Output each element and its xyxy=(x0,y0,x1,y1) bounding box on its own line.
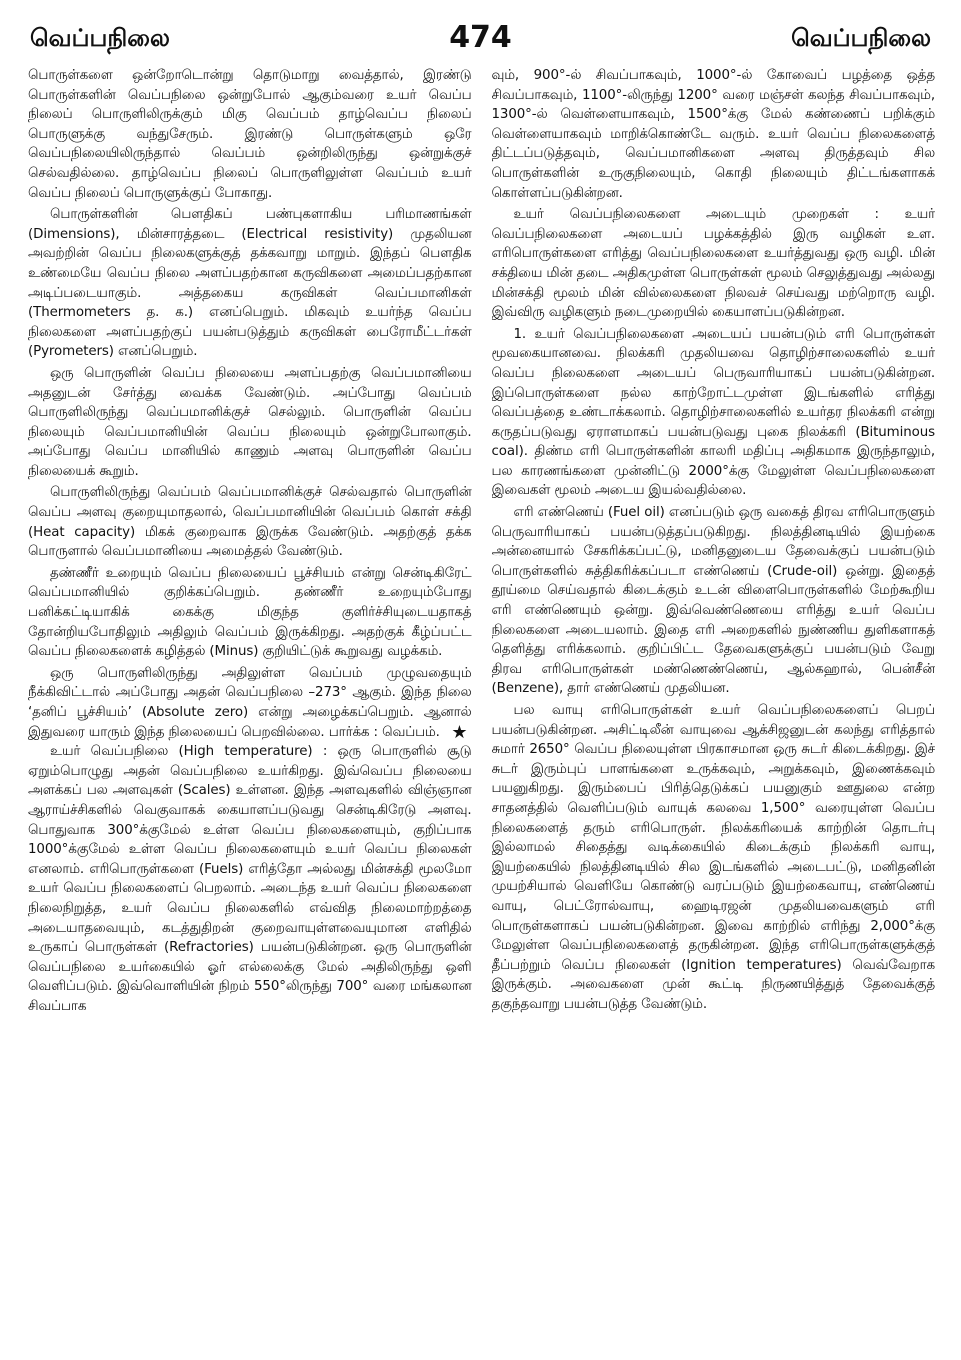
article-end-star: ★ xyxy=(451,722,468,744)
paragraph: வும், 900°-ல் சிவப்பாகவும், 1000°-ல் கோவைப் பழத்தை ஒத்த சிவப்பாகவும், 1100°-லிருந்து 1200° வரை மஞ்சள் கலந்த சிவப்பாகவும், 1300°-ல் வெள்ளையாகவும், 1500°க்கு மேல் கண்ணைப் பறிக்கும் வெள்ளையாகவும் மாறிக்கொண்டே வரும். உயர் வெப்ப நிலைகளைத் திட்டப்படுத்தவும், வெப்பமானிகளை அளவு திருத்தவும் சில பொருள்களின் உருகுநிலையும், கொதி நிலையும் திட்டங்களாகக் கொள்ளப்படுகின்றன. xyxy=(491,68,935,201)
paragraph: 1. உயர் வெப்பநிலைகளை அடையப் பயன்படும் எரி பொருள்கள் மூவகையானவை. நிலக்கரி முதலியவை தொழிற்சாலைகளில் உயர் வெப்ப நிலைகளை அடையப் பெருவாரியாகப் பயன்படுகின்றன. இப்பொருள்களை நல்ல காற்றோட்டமுள்ள இடங்களில் எரித்து வெப்பத்தை உண்டாக்கலாம். தொழிற்சாலைகளில் உயர்தர நிலக்கரி என்று கருதப்படுவது ஏராளமாகப் பயன்படுவது புகை நிலக்கரி (Bituminous coal). திண்ம எரி பொருள்களின் காலரி மதிப்பு அதிகமாக இருந்தாலும், பல காரணங்களை முன்னிட்டு 2000°க்கு மேலுள்ள வெப்பநிலைகளை இவைகள் மூலம் அடைய இயல்வதில்லை. xyxy=(491,326,935,499)
paragraph: எரி எண்ணெய் (Fuel oil) எனப்படும் ஒரு வகைத் திரவ எரிபொருளும் பெருவாரியாகப் பயன்படுத்தப்படுகிறது. நிலத்தினடியில் இயற்கை அன்னையால் சேகரிக்கப்பட்டு, மனிதனுடைய தேவைக்குப் பயன்படும் பொருள்களில் சுத்திகரிக்கப்படா எண்ணெய் (Crude-oil) ஒன்று. இதைத் தூய்மை செய்வதால் கிடைக்கும் உடன் விளைபொருள்களில் மேற்கூறிய எரி எண்ணெயும் ஒன்று. இவ்வெண்ணெயை எரித்து உயர் வெப்ப நிலைகளை அடையலாம். இதை எரி அறைகளில் நுண்ணிய துளிகளாகத் தெளித்து எரிக்கலாம். குறிப்பிட்ட தேவைகளுக்குப் பயன்படும் வேறு திரவ எரிபொருள்கள் மண்ணெண்ணெய், ஆல்கஹால், பென்சீன் (Benzene), தார் எண்ணெய் முதலியன. xyxy=(491,505,935,697)
paragraph: தண்ணீர் உறையும் வெப்ப நிலையைப் பூச்சியம் என்று சென்டிகிரேட் வெப்பமானியில் குறிக்கப்பெறும். தண்ணீர் உறையும்போது பனிக்கட்டியாகிக் கைக்கு மிகுந்த குளிர்ச்சியுடையதாகத் தோன்றியபோதிலும் அதிலும் வெப்பம் இருக்கிறது. அதற்குக் கீழ்ப்பட்ட வெப்ப நிலைகளைக் கழித்தல் (Minus) குறியிட்டுக் கூறுவது வழக்கம். xyxy=(28,565,472,660)
article-heading-paragraph: உயர் வெப்பநிலை (High temperature) : ஒரு பொருளில் சூடு ஏறும்பொழுது அதன் வெப்பநிலை உயர்கிறது. இவ்வெப்ப நிலையை அளக்கப் பல அளவுகள் (Scales) உள்ளன. இந்த அளவுகளில் விஞ்ஞான ஆராய்ச்சிகளில் வெகுவாகக் கையாளப்படுவது சென்டிகிரேடு அளவு. பொதுவாக 300°க்குமேல் உள்ள வெப்ப நிலைகளையும், குறிப்பாக 1000°க்குமேல் உள்ள வெப்ப நிலைகளையும் உயர் வெப்ப நிலைகள் எனலாம். எரிபொருள்களை (Fuels) எரித்தோ அல்லது மின்சக்தி மூலமோ உயர் வெப்ப நிலைகளைப் பெறலாம். அடைந்த உயர் வெப்ப நிலைகளை நிலைநிறுத்த, உயர் வெப்ப நிலைகளில் எவ்வித நிலைமாற்றத்தை அடையாதவையும், கடத்துதிறன் குறைவாயுள்ளவையுமான எளிதில் உருகாப் பொருள்கள் (Refractories) பயன்படுகின்றன. ஒரு பொருளின் வெப்பநிலை உயர்கையில் ஓர் எல்லைக்கு மேல் அதிலிருந்து ஒளி வெளிப்படும். இவ்வொளியின் நிறம் 550°லிருந்து 700° வரை மங்கலான சிவப்பாக xyxy=(28,744,472,1014)
paragraph: பொருளிலிருந்து வெப்பம் வெப்பமானிக்குச் செல்வதால் பொருளின் வெப்ப அளவு குறையுமாதலால், வெப்பமானியின் வெப்பம் கொள் சக்தி (Heat capacity) மிகக் குறைவாக இருக்க வேண்டும். அதற்குத் தக்க பொருளால் வெப்பமானியை அமைத்தல் வேண்டும். xyxy=(28,485,472,560)
page-header xyxy=(26,18,935,62)
running-head-right: வெப்பநிலை xyxy=(791,24,931,52)
paragraph: பொருள்களின் பௌதிகப் பண்புகளாகிய பரிமாணங்கள் (Dimensions), மின்சாரத்தடை (Electrical resistivity) முதலியன அவற்றின் வெப்ப நிலைகளுக்குத் தக்கவாறு மாறும். இந்தப் பௌதிக உண்மையே வெப்ப நிலை அளப்பதற்கான கருவிகளை அமைப்பதற்கான அடிப்படையாகும். அத்தகைய கருவிகள் வெப்பமானிகள் (Thermometers த. க.) எனப்பெறும். மிகவும் உயர்ந்த வெப்ப நிலைகளை அளப்பதற்குப் பயன்படுத்தும் கருவிகள் பைரோமீட்டர்கள் (Pyrometers) எனப்பெறும். xyxy=(28,207,472,360)
right-column xyxy=(492,66,936,1346)
paragraph: பல வாயு எரிபொருள்கள் உயர் வெப்பநிலைகளைப் பெறப் பயன்படுகின்றன. அசிட்டிலீன் வாயுவை ஆக்சிஜனுடன் கலந்து எரித்தால் சுமார் 2650° வெப்ப நிலையுள்ள பிரகாசமான ஒரு சுடர் கிடைக்கிறது. இச் சுடர் இரும்புப் பாளங்களை உருக்கவும், அறுக்கவும், இணைக்கவும் பயனுகிறது. இரும்பைப் பிரித்தெடுக்கப் பயனுகும் ஊதுலை என்ற சாதனத்தில் வெளிப்படும் வாயுக் கலவை 1,500° வரையுள்ள வெப்ப நிலைகளைத் தரும் எரிபொருள். நிலக்கரியைக் காற்றின் தொடர்பு இல்லாமல் சிதைத்து வடிக்கையில் கிடைக்கும் நிலக்கரி வாயு, இயற்கையில் நிலத்தினடியில் சில இடங்களில் அடைபட்டு, மனிதனின் முயற்சியால் வெளியே கொண்டு வரப்படும் இயற்கைவாயு, எண்ணெய் வாயு, பெட்ரோல்வாயு, ஹைடிரஜன் முதலியவைகளும் எரி பொருள்களாகப் பயன்படுகின்றன. இவை காற்றில் எரிந்து 2,000°க்கு மேலுள்ள வெப்பநிலைகளைத் தருகின்றன. இந்த எரிபொருள்களுக்குத் தீப்பற்றும் வெப்ப நிலைகள் (Ignition temperatures) வெவ்வேறாக இருக்கும். அவைகளை முன் கூட்டி நிருணயித்துத் தேவைக்குத் தகுந்தவாறு பயன்படுத்த வேண்டும். xyxy=(491,703,935,1012)
paragraph: ஒரு பொருளின் வெப்ப நிலையை அளப்பதற்கு வெப்பமானியை அதனுடன் சேர்த்து வைக்க வேண்டும். அப்போது வெப்பம் பொருளிலிருந்து வெப்பமானிக்குச் செல்லும். பொருளின் வெப்ப நிலையும் வெப்பமானியின் வெப்ப நிலையும் ஒன்றுபோலாகும். அப்போது வெப்ப மானியில் காணும் அளவு பொருளின் வெப்ப நிலையைக் கூறும். xyxy=(28,365,472,479)
left-column xyxy=(28,66,472,1346)
page-number: 474 xyxy=(449,20,512,55)
text-columns xyxy=(28,66,935,1346)
paragraph: உயர் வெப்பநிலைகளை அடையும் முறைகள் : உயர் வெப்பநிலைகளை அடையப் பழக்கத்தில் இரு வழிகள் உள. எரிபொருள்களை எரித்து வெப்பநிலைகளை உயர்த்துவது ஒரு வழி. மின் சக்தியை மின் தடை அதிகமுள்ள பொருள்கள் மூலம் செலுத்துவது அல்லது மின்சக்தி மூலம் மின் வில்லைகளை நிலவச் செய்வது மற்றொரு வழி. இவ்விரு வழிகளும் நடைமுறையில் கையாளப்படுகின்றன. xyxy=(491,207,935,321)
running-head-left: வெப்பநிலை xyxy=(30,24,170,52)
paragraph: ஒரு பொருளிலிருந்து அதிலுள்ள வெப்பம் முழுவதையும் நீக்கிவிட்டால் அப்போது அதன் வெப்பநிலை –273° ஆகும். இந்த நிலை ‘தனிப் பூச்சியம்’ (Absolute zero) என்று அழைக்கப்பெறும். ஆனால் இதுவரை யாரும் இந்த நிலையைப் பெறவில்லை. பார்க்க : வெப்பம். xyxy=(28,665,472,740)
paragraph: பொருள்களை ஒன்றோடொன்று தொடுமாறு வைத்தால், இரண்டு பொருள்களின் வெப்பநிலை ஒன்றுபோல் ஆகும்வரை உயர் வெப்ப நிலைப் பொருளிலிருக்கும் மிகு வெப்பம் தாழ்வெப்ப நிலைப் பொருளுக்கு வந்துசேரும். இரண்டு பொருள்களும் ஒரே வெப்பநிலையிலிருந்தால் வெப்பம் ஒன்றிலிருந்து ஒன்றுக்குச் செல்வதில்லை. தாழ்வெப்ப நிலைப் பொருளிலுள்ள வெப்பம் உயர் வெப்ப நிலைப் பொருளுக்குப் போகாது. xyxy=(28,68,472,201)
